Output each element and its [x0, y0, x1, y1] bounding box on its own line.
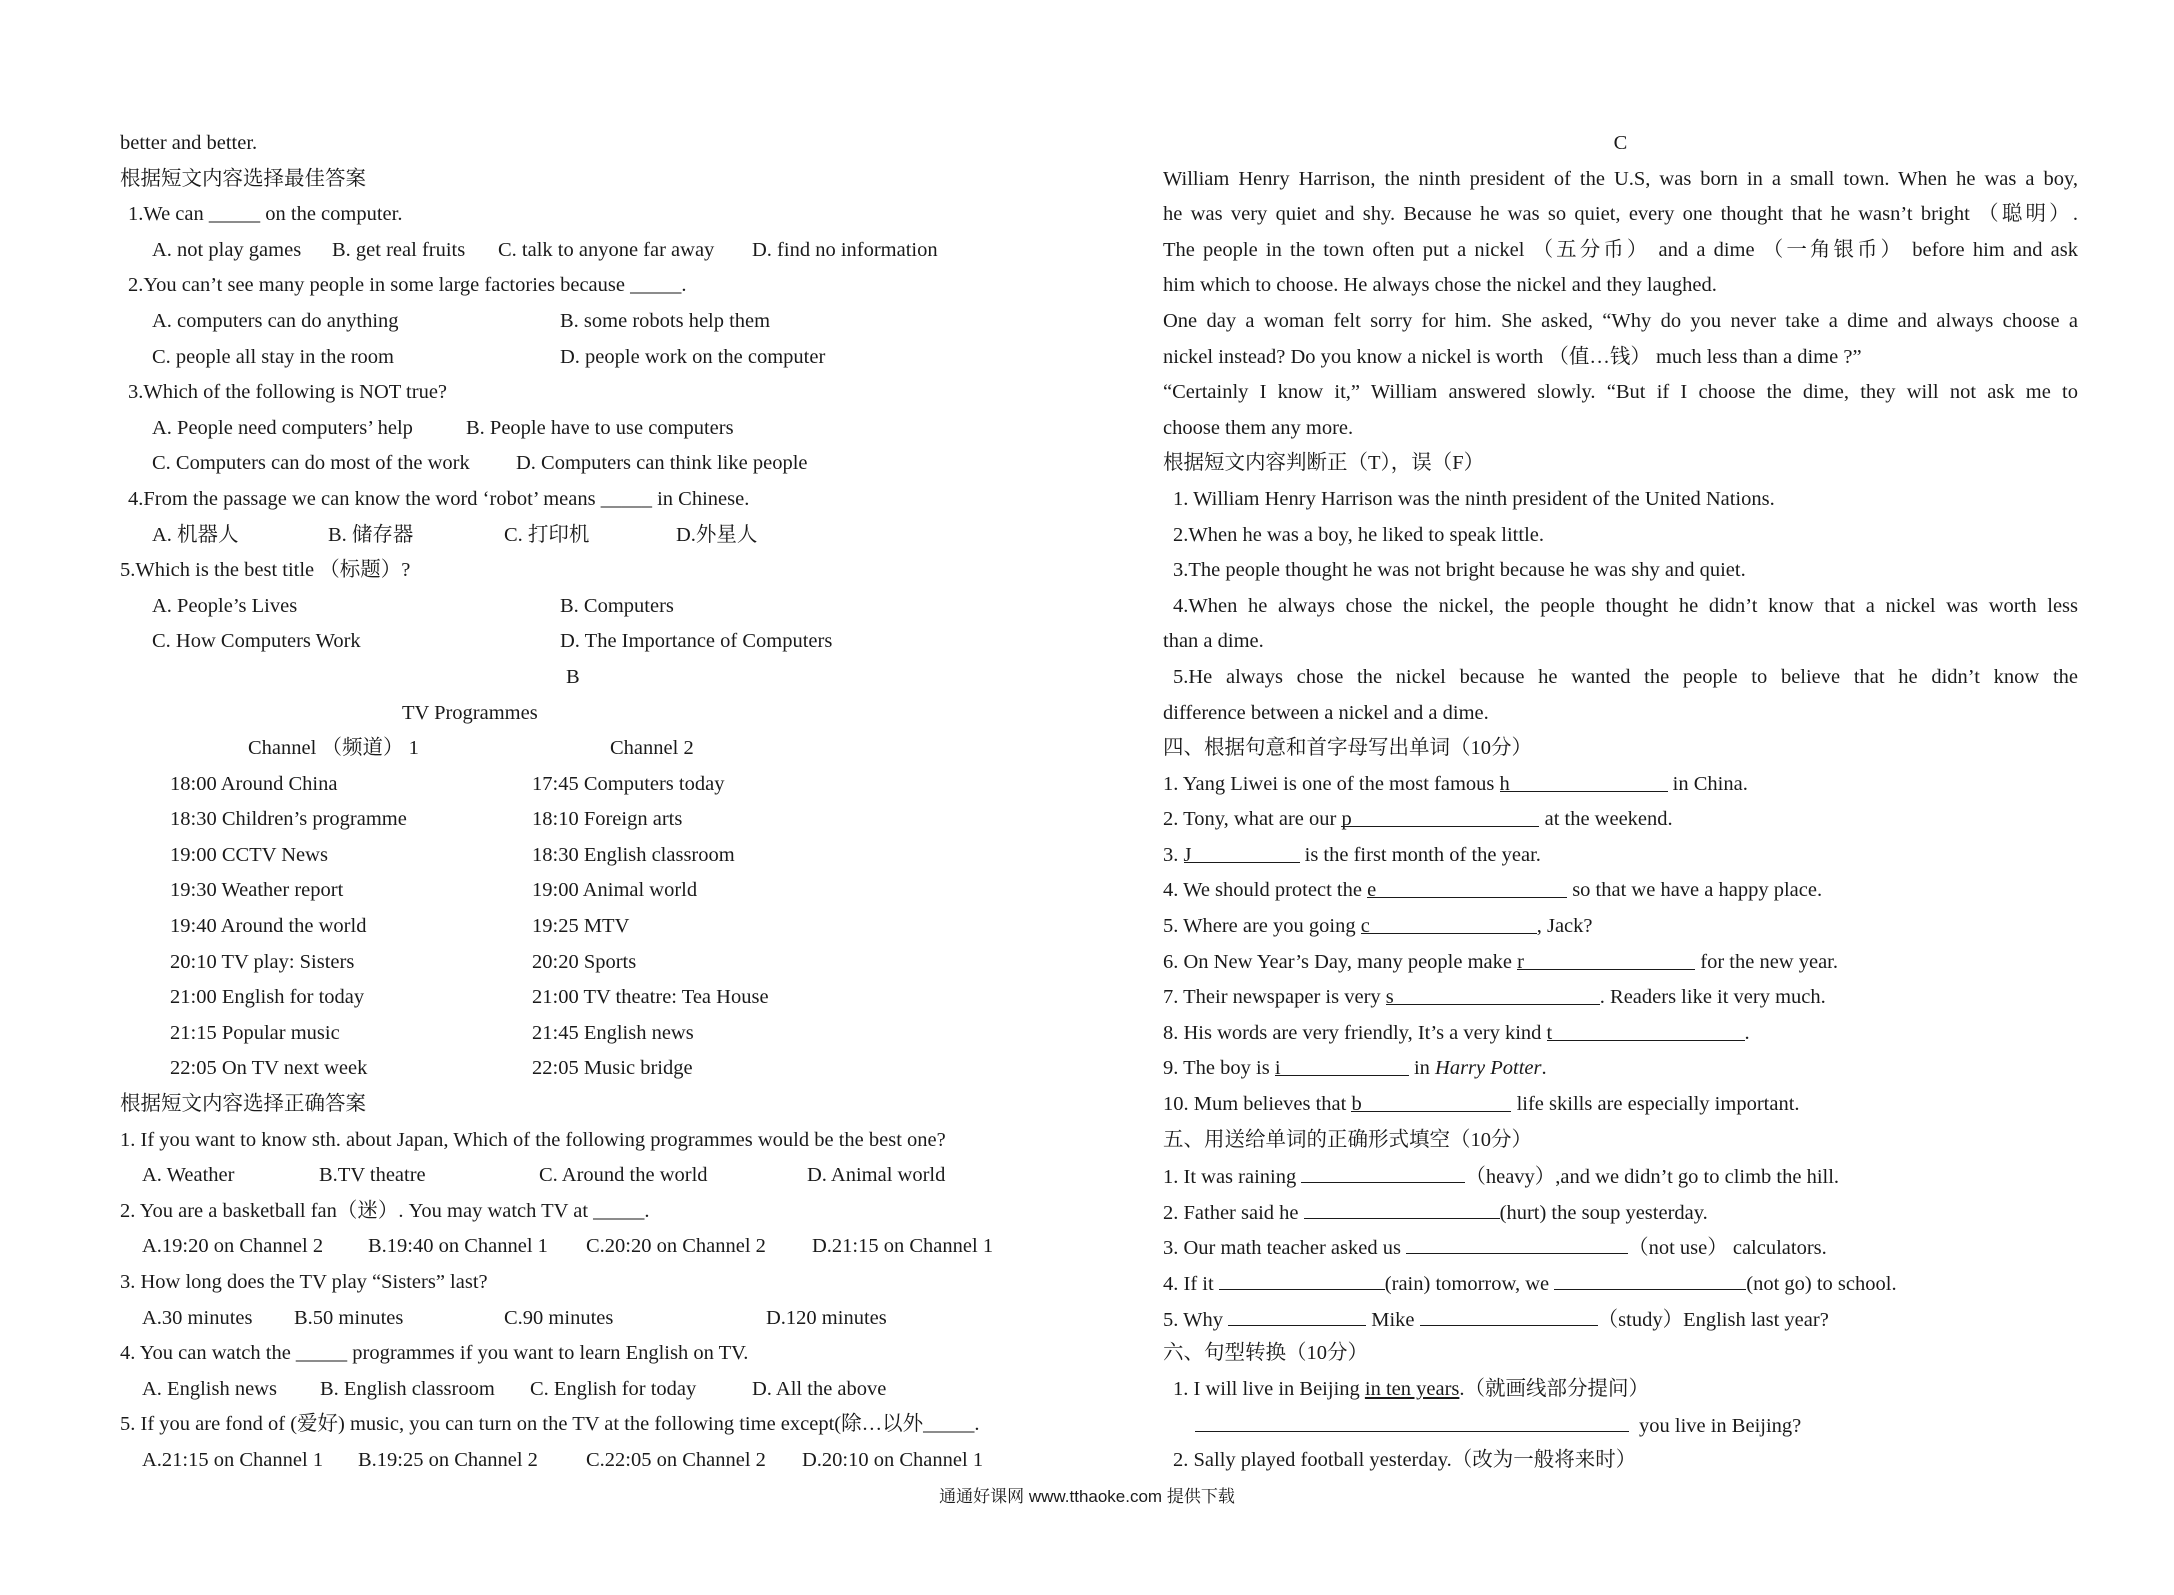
- option-b: B.19:40 on Channel 1: [368, 1235, 548, 1258]
- answer-blank[interactable]: e: [1367, 873, 1567, 898]
- option-b: B.19:25 on Channel 2: [358, 1448, 538, 1471]
- transform-item: 1. I will live in Beijing in ten years.（就画线部分提问）: [1173, 1377, 1650, 1400]
- table-title: TV Programmes: [402, 701, 538, 724]
- section-heading: 根据短文内容选择最佳答案: [120, 167, 366, 190]
- section-heading: 根据短文内容选择正确答案: [120, 1093, 366, 1116]
- statement: 3.The people thought he was not bright because he was shy and quiet.: [1173, 559, 1746, 582]
- answer-blank[interactable]: J: [1184, 838, 1300, 863]
- channel-2-header: Channel 2: [610, 737, 694, 760]
- option-a: A. People need computers’ help: [152, 416, 413, 439]
- options-row: [120, 589, 1020, 625]
- fill-in-item: 10. Mum believes that b life skills are especially important.: [1163, 1087, 2078, 1123]
- statement: difference between a nickel and a dime.: [1163, 701, 1489, 724]
- option-d: D. people work on the computer: [560, 345, 826, 368]
- option-a: A. computers can do anything: [152, 309, 399, 332]
- option-b: B.50 minutes: [294, 1306, 404, 1329]
- passage-line: he was very quiet and shy. Because he was so quiet, every one thought that he wasn’t bright （聪明）.: [1163, 203, 2078, 226]
- options-row: [120, 624, 1020, 660]
- answer-blank[interactable]: [1301, 1158, 1465, 1183]
- section-heading: 六、句型转换（10分）: [1163, 1342, 1368, 1365]
- page-footer: 通通好课网 www.tthaoke.com 提供下载: [939, 1487, 1235, 1506]
- answer-blank[interactable]: [1228, 1301, 1366, 1326]
- answer-blank[interactable]: i: [1275, 1051, 1409, 1076]
- answer-blank[interactable]: p: [1341, 802, 1539, 827]
- option-b: B.TV theatre: [319, 1164, 426, 1187]
- channel-2-cell: 19:00 Animal world: [532, 879, 698, 902]
- option-d: D. The Importance of Computers: [560, 630, 833, 653]
- passage-line: “Certainly I know it,” William answered slowly. “But if I choose the dime, they will not ask me to: [1163, 381, 2078, 404]
- channel-1-cell: 19:00 CCTV News: [170, 843, 328, 866]
- passage-line: choose them any more.: [1163, 416, 1354, 439]
- option-d: D. find no information: [752, 238, 938, 261]
- fill-in-item: 6. On New Year’s Day, many people make r for the new year.: [1163, 945, 2078, 981]
- table-row: [120, 767, 1020, 803]
- text-line: better and better.: [120, 132, 258, 154]
- passage-letter: B: [566, 665, 580, 688]
- table-row: [120, 802, 1020, 838]
- option-b: B. Computers: [560, 594, 674, 617]
- option-d: D. Animal world: [807, 1164, 946, 1187]
- option-d: D. All the above: [752, 1377, 887, 1400]
- channel-1-cell: 19:40 Around the world: [170, 915, 367, 938]
- answer-blank[interactable]: [1195, 1407, 1629, 1432]
- option-c: C. English for today: [530, 1377, 697, 1400]
- option-c: C. 打印机: [504, 523, 590, 546]
- option-d: D.21:15 on Channel 1: [812, 1235, 994, 1258]
- question: 2.You can’t see many people in some large factories because _____.: [128, 274, 687, 297]
- options-row: [120, 1158, 1020, 1194]
- passage-letter: C: [1613, 132, 1628, 154]
- fill-in-item: 2. Tony, what are our p at the weekend.: [1163, 802, 2078, 838]
- option-a: A. Weather: [142, 1164, 235, 1187]
- channel-2-cell: 20:20 Sports: [532, 950, 637, 973]
- section-heading: 四、根据句意和首字母写出单词（10分）: [1163, 737, 1532, 760]
- option-a: A. English news: [142, 1377, 277, 1400]
- option-a: A.30 minutes: [142, 1306, 253, 1329]
- option-b: B. get real fruits: [332, 238, 466, 261]
- book-title: Harry Potter: [1435, 1057, 1542, 1080]
- option-c: C.90 minutes: [504, 1306, 614, 1329]
- answer-blank[interactable]: [1304, 1194, 1500, 1219]
- statement: 2.When he was a boy, he liked to speak little.: [1173, 523, 1544, 546]
- options-row: [120, 304, 1020, 340]
- section-heading: 五、用送给单词的正确形式填空（10分）: [1163, 1128, 1532, 1151]
- table-row: [120, 945, 1020, 981]
- passage-line: him which to choose. He always chose the nickel and they laughed.: [1163, 274, 1717, 297]
- options-row: [120, 1443, 1020, 1479]
- question: 4. You can watch the _____ programmes if you want to learn English on TV.: [120, 1342, 749, 1365]
- options-row: [120, 1229, 1020, 1265]
- answer-blank[interactable]: r: [1517, 945, 1695, 970]
- option-c: C.22:05 on Channel 2: [586, 1448, 766, 1471]
- question: 5.Which is the best title （标题）?: [120, 559, 411, 582]
- channel-1-cell: 19:30 Weather report: [170, 879, 344, 902]
- transform-item: 2. Sally played football yesterday.（改为一般将来时）: [1173, 1448, 1637, 1471]
- answer-blank[interactable]: [1420, 1301, 1598, 1326]
- question: 1.We can _____ on the computer.: [128, 203, 403, 226]
- table-row: [120, 1051, 1020, 1087]
- table-row: [120, 873, 1020, 909]
- answer-blank[interactable]: [1219, 1265, 1385, 1290]
- option-a: A.19:20 on Channel 2: [142, 1235, 324, 1258]
- question: 3.Which of the following is NOT true?: [128, 381, 448, 404]
- right-column: [1163, 126, 2078, 1479]
- transform-answer: you live in Beijing?: [1163, 1407, 2078, 1443]
- options-row: [120, 446, 1020, 482]
- options-row: [120, 518, 1020, 554]
- statement: 5.He always chose the nickel because he wanted the people to believe that he didn’t know the: [1173, 665, 2078, 688]
- channel-2-cell: 21:45 English news: [532, 1021, 694, 1044]
- options-row: [120, 1372, 1020, 1408]
- channel-2-cell: 18:10 Foreign arts: [532, 808, 683, 831]
- channel-2-cell: 22:05 Music bridge: [532, 1057, 693, 1080]
- section-heading: 根据短文内容判断正（T），误（F）: [1163, 452, 1485, 475]
- passage-line: nickel instead? Do you know a nickel is worth （值…钱） much less than a dime ?”: [1163, 345, 1862, 368]
- question: 1. If you want to know sth. about Japan, Which of the following programmes would be the best one?: [120, 1128, 946, 1151]
- fill-in-item: 8. His words are very friendly, It’s a very kind t .: [1163, 1016, 2078, 1052]
- option-b: B. some robots help them: [560, 309, 771, 332]
- fill-in-item: 5. Why Mike （study）English last year?: [1163, 1301, 2078, 1337]
- channel-1-cell: 21:15 Popular music: [170, 1021, 340, 1044]
- option-b: B. 储存器: [328, 523, 414, 546]
- channel-1-cell: 18:00 Around China: [170, 772, 338, 795]
- fill-in-item: 3. Our math teacher asked us （not use） calculators.: [1163, 1229, 2078, 1265]
- answer-blank[interactable]: s: [1386, 980, 1600, 1005]
- fill-in-item: 3. J is the first month of the year.: [1163, 838, 2078, 874]
- table-row: [120, 838, 1020, 874]
- underlined-phrase: in ten years: [1364, 1377, 1460, 1400]
- option-d: D. Computers can think like people: [516, 452, 808, 475]
- fill-in-item: 4. We should protect the e so that we have a happy place.: [1163, 873, 2078, 909]
- channel-2-cell: 21:00 TV theatre: Tea House: [532, 986, 769, 1009]
- option-a: A. 机器人: [152, 523, 239, 546]
- answer-blank[interactable]: [1406, 1229, 1628, 1254]
- question: 4.From the passage we can know the word ‘robot’ means _____ in Chinese.: [128, 487, 750, 510]
- options-row: [120, 411, 1020, 447]
- answer-blank[interactable]: c: [1361, 909, 1537, 934]
- options-row: [120, 1301, 1020, 1337]
- answer-blank[interactable]: [1554, 1265, 1746, 1290]
- fill-in-item: 4. If it (rain) tomorrow, we (not go) to school.: [1163, 1265, 2078, 1301]
- table-row: [120, 909, 1020, 945]
- table-row: [120, 980, 1020, 1016]
- fill-in-item: 1. Yang Liwei is one of the most famous h in China.: [1163, 767, 2078, 803]
- options-row: [120, 233, 1020, 269]
- channel-1-header: Channel （频道） 1: [248, 737, 419, 760]
- channel-1-cell: 22:05 On TV next week: [170, 1057, 368, 1080]
- fill-in-item: 1. It was raining （heavy）,and we didn’t go to climb the hill.: [1163, 1158, 2078, 1194]
- channel-2-cell: 19:25 MTV: [532, 915, 630, 938]
- fill-in-item: 9. The boy is i in Harry Potter.: [1163, 1051, 2078, 1087]
- question: 3. How long does the TV play “Sisters” last?: [120, 1271, 488, 1293]
- passage-line: The people in the town often put a nickel （五分币） and a dime （一角银币） before him and ask: [1163, 238, 2078, 261]
- option-c: C. talk to anyone far away: [498, 238, 715, 261]
- table-row: [120, 1016, 1020, 1052]
- left-column: [120, 126, 1020, 1479]
- passage-line: One day a woman felt sorry for him. She asked, “Why do you never take a dime and always choose a: [1163, 309, 2078, 332]
- option-c: C. How Computers Work: [152, 630, 361, 653]
- fill-in-item: 5. Where are you going c , Jack?: [1163, 909, 2078, 945]
- answer-blank[interactable]: b: [1351, 1087, 1511, 1112]
- statement: 4.When he always chose the nickel, the people thought he didn’t know that a nickel was worth less: [1173, 594, 2078, 617]
- passage-line: William Henry Harrison, the ninth president of the U.S, was born in a small town. When he was a boy,: [1163, 167, 2078, 190]
- question: 5. If you are fond of (爱好) music, you can turn on the TV at the following time except(除…以外_____.: [120, 1413, 980, 1436]
- option-d: D.20:10 on Channel 1: [802, 1448, 984, 1471]
- channel-2-cell: 18:30 English classroom: [532, 843, 735, 866]
- channel-2-cell: 17:45 Computers today: [532, 772, 725, 795]
- option-c: C. Computers can do most of the work: [152, 452, 470, 475]
- option-c: C. people all stay in the room: [152, 345, 394, 368]
- channel-1-cell: 18:30 Children’s programme: [170, 808, 407, 831]
- option-c: C. Around the world: [539, 1164, 708, 1187]
- fill-in-item: 2. Father said he (hurt) the soup yesterday.: [1163, 1194, 2078, 1230]
- option-a: A. not play games: [152, 238, 302, 261]
- option-d: D.外星人: [676, 523, 758, 546]
- option-c: C.20:20 on Channel 2: [586, 1235, 766, 1258]
- option-a: A.21:15 on Channel 1: [142, 1448, 324, 1471]
- option-b: B. English classroom: [320, 1377, 495, 1400]
- options-row: [120, 340, 1020, 376]
- channel-1-cell: 21:00 English for today: [170, 986, 365, 1009]
- statement: 1. William Henry Harrison was the ninth president of the United Nations.: [1173, 487, 1775, 510]
- table-header: [120, 731, 1020, 767]
- question: 2. You are a basketball fan（迷）. You may watch TV at _____.: [120, 1199, 650, 1222]
- option-a: A. People’s Lives: [152, 594, 298, 617]
- answer-blank[interactable]: h: [1500, 767, 1668, 792]
- fill-in-item: 7. Their newspaper is very s . Readers like it very much.: [1163, 980, 2078, 1016]
- channel-1-cell: 20:10 TV play: Sisters: [170, 950, 355, 973]
- option-d: D.120 minutes: [766, 1306, 887, 1329]
- statement: than a dime.: [1163, 630, 1264, 653]
- answer-blank[interactable]: t: [1547, 1016, 1745, 1041]
- option-b: B. People have to use computers: [466, 416, 734, 439]
- tv-schedule: [120, 767, 1020, 1087]
